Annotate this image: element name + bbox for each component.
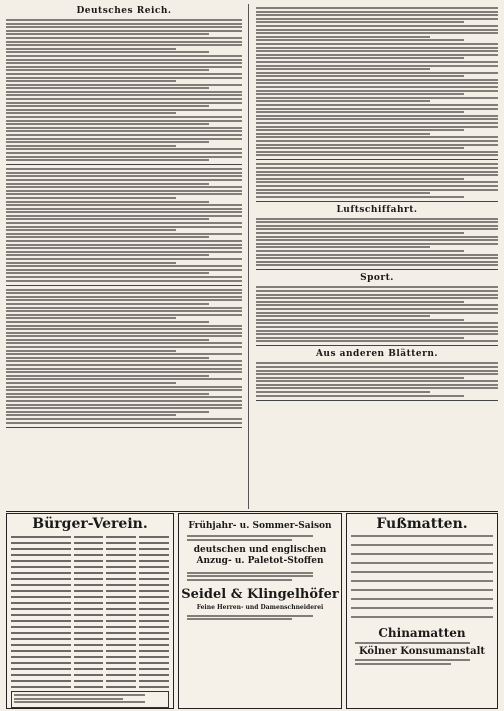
table-row (11, 648, 169, 652)
price-row (347, 577, 497, 586)
table-row (11, 612, 169, 616)
article-heading: Aus anderen Blättern. (315, 349, 439, 360)
article-body (256, 362, 498, 396)
price-row (347, 559, 497, 568)
price-row (347, 604, 497, 613)
table-row (11, 558, 169, 562)
ad-line-3: Anzug- u. Paletot-Stoffen (196, 555, 324, 566)
table-row (11, 552, 169, 556)
table-row (11, 630, 169, 634)
table-row (11, 606, 169, 610)
table-row (11, 540, 169, 544)
ad-fussmatten (346, 513, 498, 709)
table-row (11, 672, 169, 676)
table-row (11, 534, 169, 538)
ad-table (11, 534, 169, 688)
ad-line-1: Frühjahr- u. Sommer-Saison (188, 521, 332, 531)
table-row (11, 546, 169, 550)
left-column (6, 4, 242, 431)
article-body (256, 218, 498, 267)
ad-seidel-klingelhoefer (178, 513, 342, 709)
right-column (256, 4, 498, 404)
article-body (256, 286, 498, 342)
table-row (11, 624, 169, 628)
ad-firm-name: Kölner Konsumanstalt (358, 646, 486, 657)
article-heading: Sport. (360, 273, 394, 284)
article-body (6, 168, 242, 281)
price-row (347, 586, 497, 595)
price-row (347, 550, 497, 559)
price-list (347, 532, 497, 622)
ad-line-2: deutschen und englischen (193, 544, 327, 555)
ads-top-rule (6, 511, 498, 512)
table-row (11, 594, 169, 598)
table-row (11, 654, 169, 658)
price-row (347, 613, 497, 622)
article-body (6, 289, 242, 424)
column-divider (248, 4, 249, 509)
table-row (11, 570, 169, 574)
price-row (347, 568, 497, 577)
price-row (347, 595, 497, 604)
ad-title: Bürger-Verein. (32, 516, 148, 532)
table-row (11, 582, 169, 586)
table-row (11, 576, 169, 580)
price-row (347, 541, 497, 550)
table-row (11, 642, 169, 646)
ad-firm-name: Seidel & Klingelhöfer (181, 586, 339, 602)
table-row (11, 684, 169, 688)
table-row (11, 636, 169, 640)
article-heading: Luftschiffahrt. (336, 204, 418, 215)
table-row (11, 600, 169, 604)
table-row (11, 666, 169, 670)
ad-firm-sub: Feine Herren- und Damenschneiderei (196, 603, 324, 611)
table-row (11, 678, 169, 682)
article-heading: Deutsches Reich. (76, 6, 172, 16)
table-row (11, 618, 169, 622)
ad-inset-box (11, 691, 169, 708)
price-row (347, 532, 497, 541)
ad-buerger-verein (6, 513, 174, 709)
article-body (256, 163, 498, 197)
article-body (256, 7, 498, 156)
ad-title-2: Chinamatten (378, 626, 466, 640)
article-body (6, 19, 242, 161)
table-row (11, 588, 169, 592)
table-row (11, 660, 169, 664)
ad-title: Fußmatten. (376, 516, 468, 532)
table-row (11, 564, 169, 568)
